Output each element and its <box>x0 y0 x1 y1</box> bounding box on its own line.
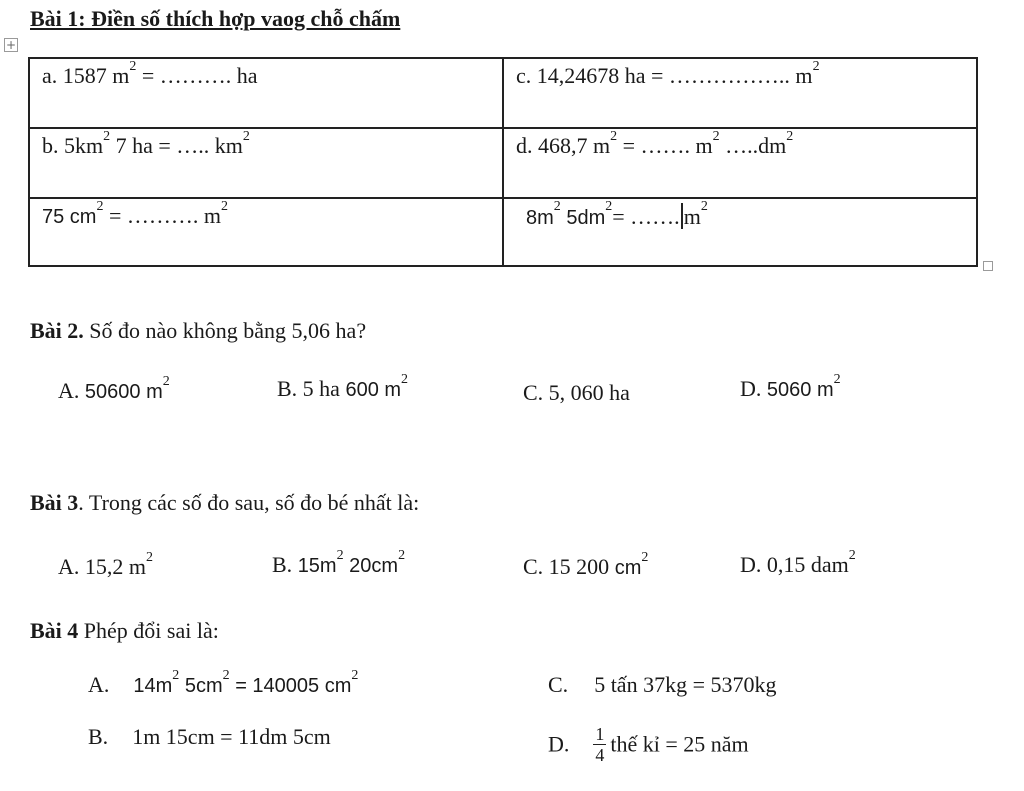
bai1-title: Bài 1: Điền số thích hợp vaog chỗ chấm <box>30 6 401 31</box>
text-cursor <box>681 203 683 229</box>
cell-c: c. 14,24678 ha = …………….. $m^2$ <box>503 58 977 128</box>
cell-a: a. 1587 $m^2$ = ………. ha <box>29 58 503 128</box>
bai3-option-d: D. 0,15 dam$^2$ <box>740 548 856 577</box>
bai4-option-c: C. 5 tấn 37kg = 5370kg <box>548 672 777 697</box>
bai4-option-a: A. $14m^2$ $5cm^2 = 140005$ $cm^2$ <box>88 668 359 697</box>
bai2-option-d: D. 5060 $m^2$ <box>740 372 841 401</box>
cell-e: 75 $cm^2$ = ………. $m^2$ <box>29 198 503 266</box>
bai3-option-a: A. 15,2 $m^2$ <box>58 550 153 579</box>
cell-f[interactable]: $8m^2$ $5dm^2=$ ……. $m^2$ <box>503 198 977 266</box>
bai2-option-b: B. 5 ha 600 $m^2$ <box>277 372 409 401</box>
bai4-option-d: D. $\frac{1}{4}$ thế kỉ = 25 năm <box>548 724 749 765</box>
table-move-handle-icon[interactable]: + <box>5 38 17 52</box>
bai3-option-c: C. 15 200 $cm^2$ <box>523 550 649 579</box>
bai3-option-b: B. $15m^2$ $20cm^2$ <box>272 548 406 577</box>
table-row <box>29 58 977 128</box>
table-row <box>29 128 977 198</box>
bai1-table <box>28 57 978 267</box>
bai2-question: Bài 2. Số đo nào không bằng 5,06 ha? <box>30 318 367 343</box>
table-row <box>29 198 977 266</box>
bai4-question: Bài 4 Phép đổi sai là: <box>30 618 219 643</box>
cell-d: d. 468,7 $m^2$ = ……. $m^2$ $\dots..dm^2$ <box>503 128 977 198</box>
fraction-one-quarter: $\frac{1}{4}$ <box>595 724 605 765</box>
bai4-option-b: B. 1m 15cm = 11dm 5cm <box>88 724 331 749</box>
cell-b: b. $5km^2$ 7 ha = ….. $km^2$ <box>29 128 503 198</box>
bai2-option-a: A. 50600 $m^2$ <box>58 374 170 403</box>
table-resize-handle-icon[interactable] <box>983 261 993 271</box>
bai2-option-c: C. 5, 060 ha <box>523 380 630 405</box>
bai3-question: Bài 3. Trong các số đo sau, số đo bé nhất là: <box>30 490 420 515</box>
